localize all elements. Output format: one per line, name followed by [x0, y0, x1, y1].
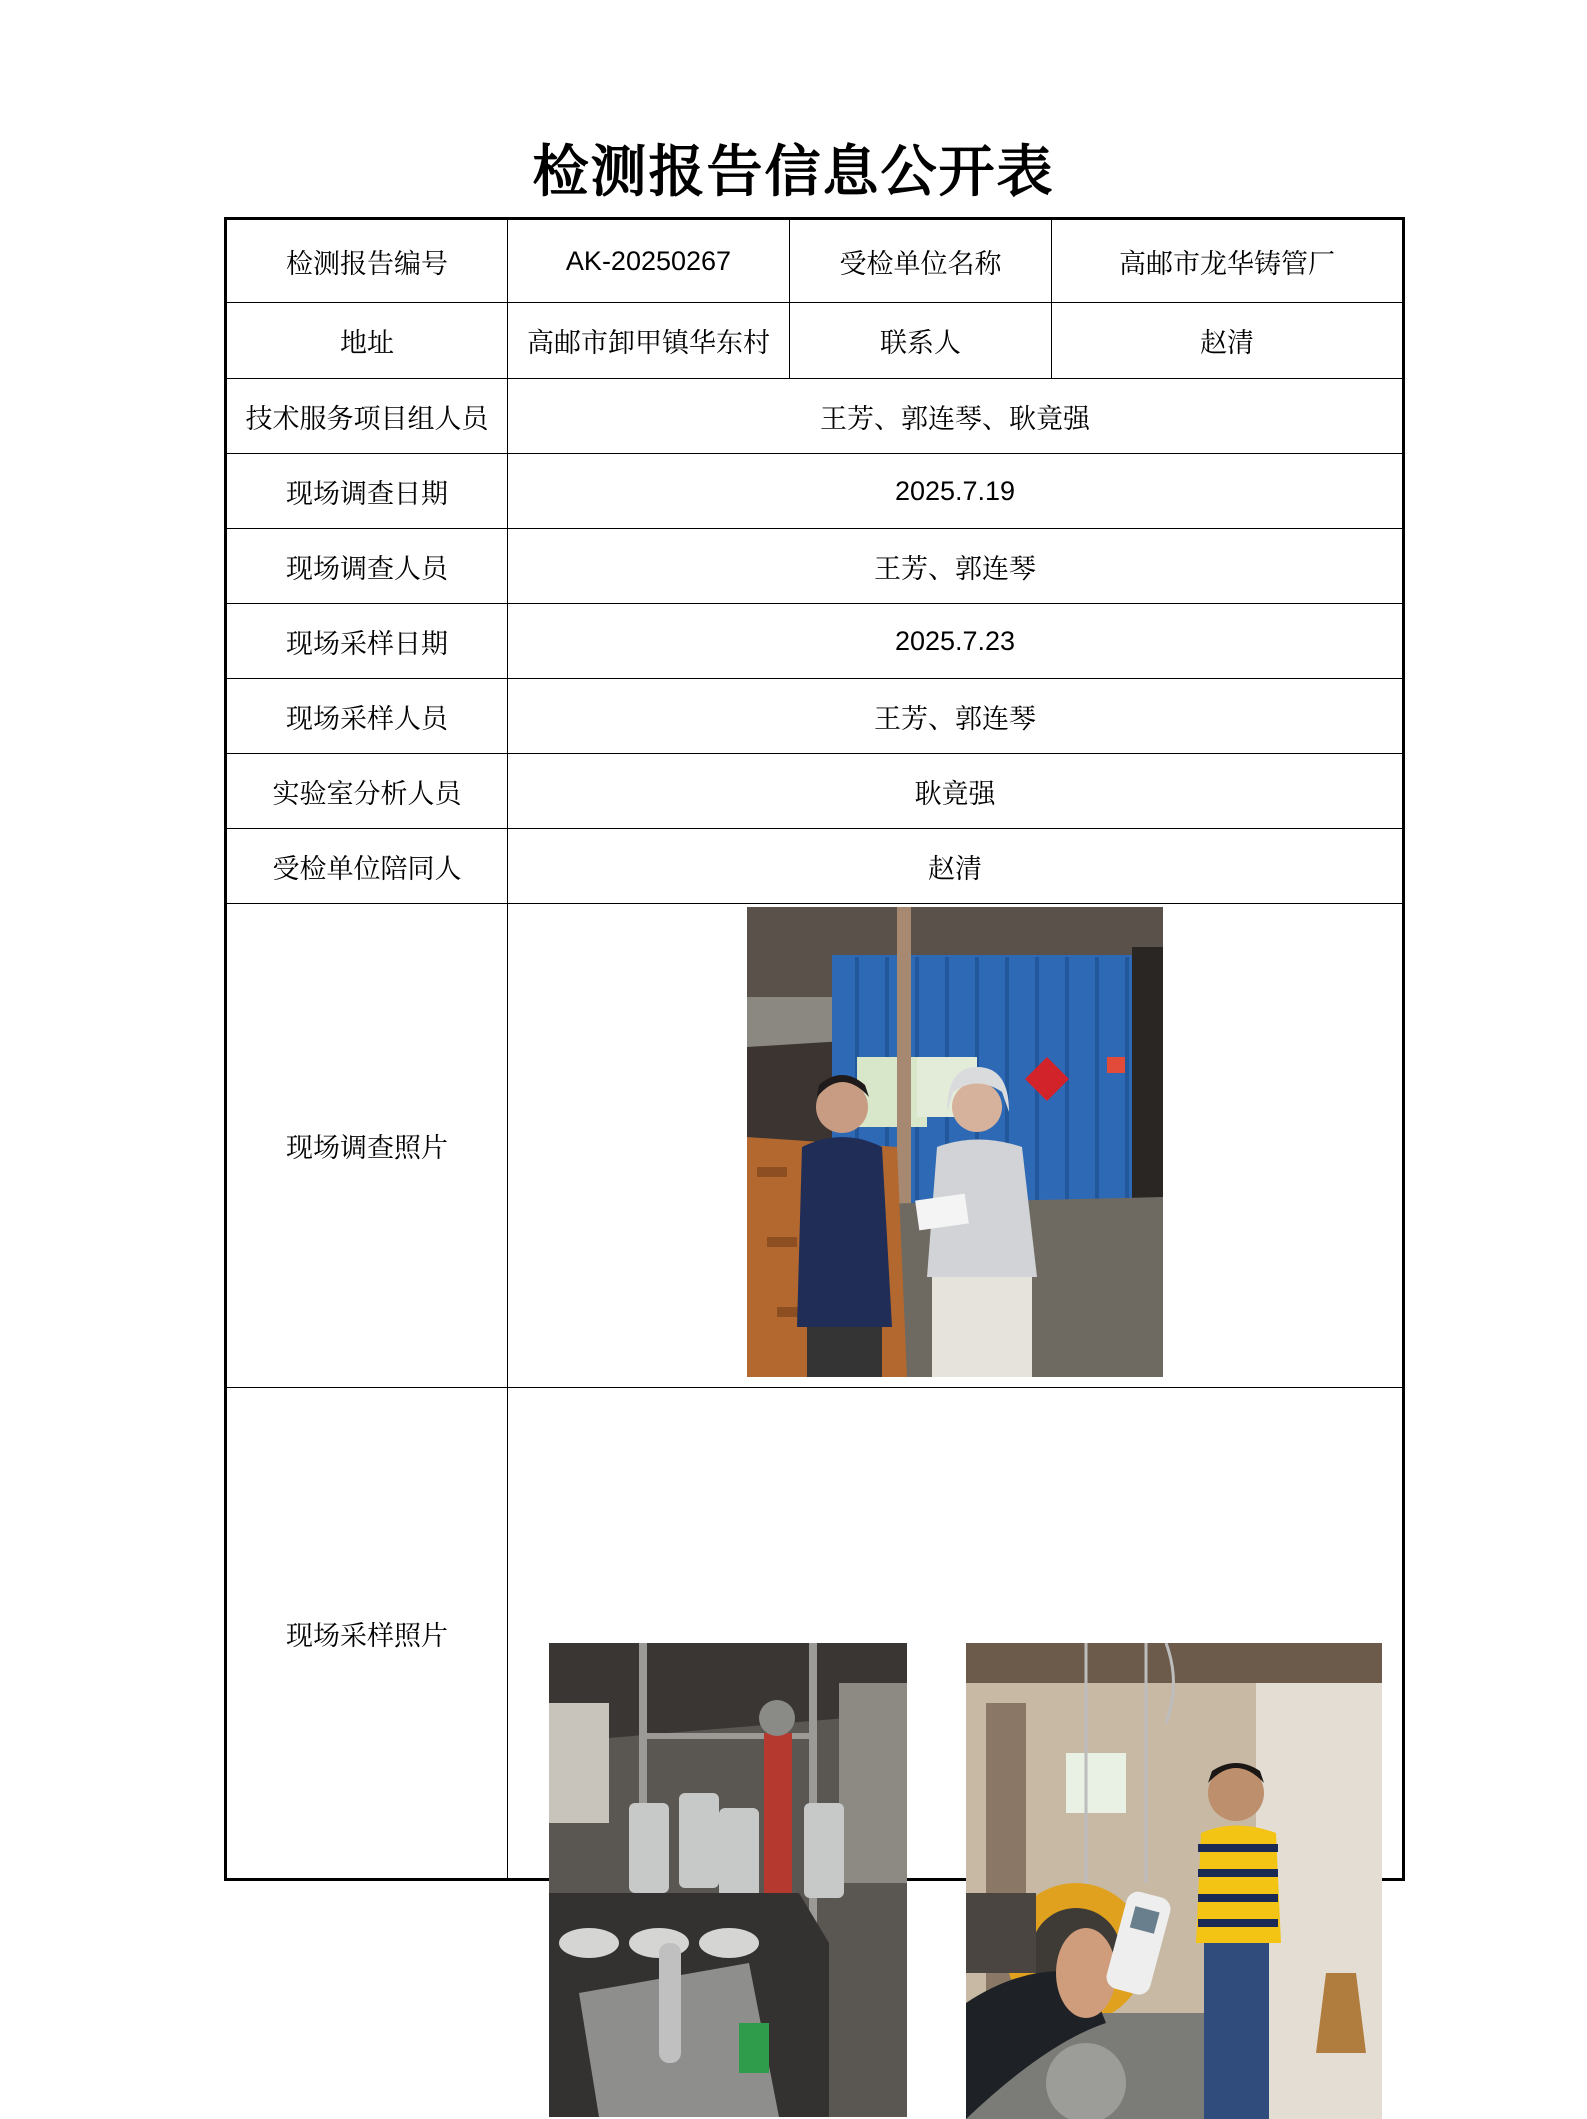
- table-row: [226, 219, 1404, 303]
- escort-label: 受检单位陪同人: [226, 829, 508, 904]
- team-label: 技术服务项目组人员: [226, 379, 508, 454]
- survey-date-value: 2025.7.19: [508, 454, 1404, 529]
- report-no-value: AK-20250267: [508, 219, 790, 303]
- address-label: 地址: [226, 303, 508, 379]
- table-row: [226, 904, 1404, 1388]
- unit-name-value: 高邮市龙华铸管厂: [1052, 219, 1404, 303]
- sampling-date-label: 现场采样日期: [226, 604, 508, 679]
- table-row: [226, 379, 1404, 454]
- table-row: [226, 829, 1404, 904]
- survey-photo-cell: [508, 904, 1404, 1388]
- sampling-staff-label: 现场采样人员: [226, 679, 508, 754]
- unit-name-label: 受检单位名称: [790, 219, 1052, 303]
- survey-date-label: 现场调查日期: [226, 454, 508, 529]
- table-row: [226, 454, 1404, 529]
- survey-staff-label: 现场调查人员: [226, 529, 508, 604]
- contact-value: 赵清: [1052, 303, 1404, 379]
- survey-staff-value: 王芳、郭连琴: [508, 529, 1404, 604]
- survey-photo-label: 现场调查照片: [226, 904, 508, 1388]
- sampling-photo-noise-meter: [966, 1643, 1382, 2119]
- sampling-photo-label: 现场采样照片: [226, 1388, 508, 1880]
- sampling-date-value: 2025.7.23: [508, 604, 1404, 679]
- info-table: [224, 217, 1405, 1881]
- lab-staff-label: 实验室分析人员: [226, 754, 508, 829]
- contact-label: 联系人: [790, 303, 1052, 379]
- survey-photo: [747, 907, 1163, 1377]
- team-value: 王芳、郭连琴、耿竟强: [508, 379, 1404, 454]
- sampling-photo-cell: [508, 1388, 1404, 1880]
- table-row: [226, 303, 1404, 379]
- report-no-label: 检测报告编号: [226, 219, 508, 303]
- table-row: [226, 1388, 1404, 1880]
- address-value: 高邮市卸甲镇华东村: [508, 303, 790, 379]
- table-row: [226, 754, 1404, 829]
- table-row: [226, 529, 1404, 604]
- sampling-staff-value: 王芳、郭连琴: [508, 679, 1404, 754]
- sampling-photo-equipment: [549, 1643, 907, 2117]
- table-row: [226, 604, 1404, 679]
- table-row: [226, 679, 1404, 754]
- escort-value: 赵清: [508, 829, 1404, 904]
- page-title: 检测报告信息公开表: [532, 139, 1055, 205]
- lab-staff-value: 耿竟强: [508, 754, 1404, 829]
